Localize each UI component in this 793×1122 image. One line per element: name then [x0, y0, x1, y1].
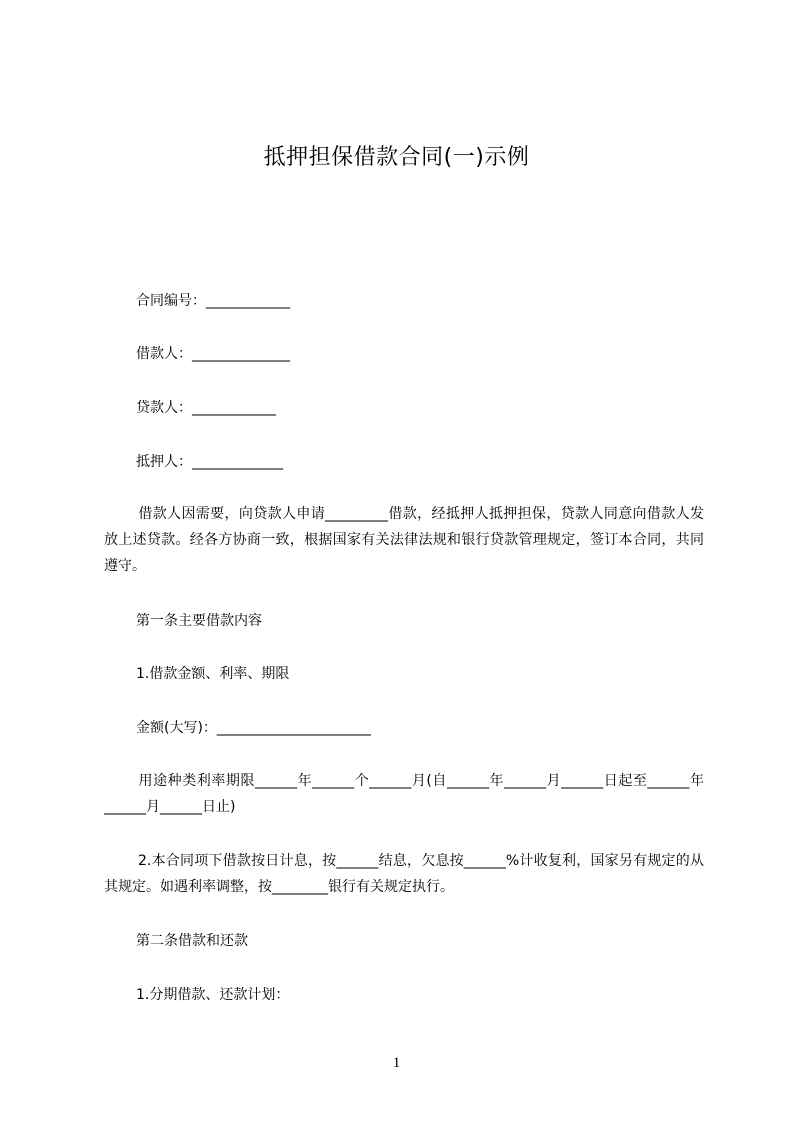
document-title: 抵押担保借款合同(一)示例 — [263, 145, 530, 170]
purpose-paragraph — [104, 768, 704, 820]
interest-paragraph — [104, 848, 704, 900]
article1-item1: 1.借款金额、利率、期限 — [136, 666, 290, 682]
lender-field: 贷款人：____________ — [136, 400, 276, 416]
purpose-text: 用途种类利率期限______年______个______月(自______年______月______日起至______年______月______日止) — [104, 773, 704, 815]
borrower-field: 借款人：______________ — [136, 346, 290, 362]
article2-heading: 第二条借款和还款 — [136, 933, 248, 949]
article2-item1: 1.分期借款、还款计划： — [136, 987, 290, 1003]
intro-text: 借款人因需要，向贷款人申请_________借款，经抵押人抵押担保，贷款人同意向借款人发放上述贷款。经各方协商一致，根据国家有关法律法规和银行贷款管理规定，签订本合同，共同遵守。 — [104, 506, 704, 574]
amount-field: 金额(大写)：______________________ — [136, 720, 371, 736]
interest-text: 2.本合同项下借款按日计息，按______结息，欠息按______%计收复利，国家另有规定的从其规定。如遇利率调整，按________银行有关规定执行。 — [104, 853, 704, 895]
mortgagor-field: 抵押人：_____________ — [136, 454, 283, 470]
contract-number-field: 合同编号：____________ — [136, 293, 290, 309]
intro-paragraph — [104, 501, 704, 579]
page-number: 1 — [392, 1055, 401, 1071]
article1-heading: 第一条主要借款内容 — [136, 613, 262, 629]
